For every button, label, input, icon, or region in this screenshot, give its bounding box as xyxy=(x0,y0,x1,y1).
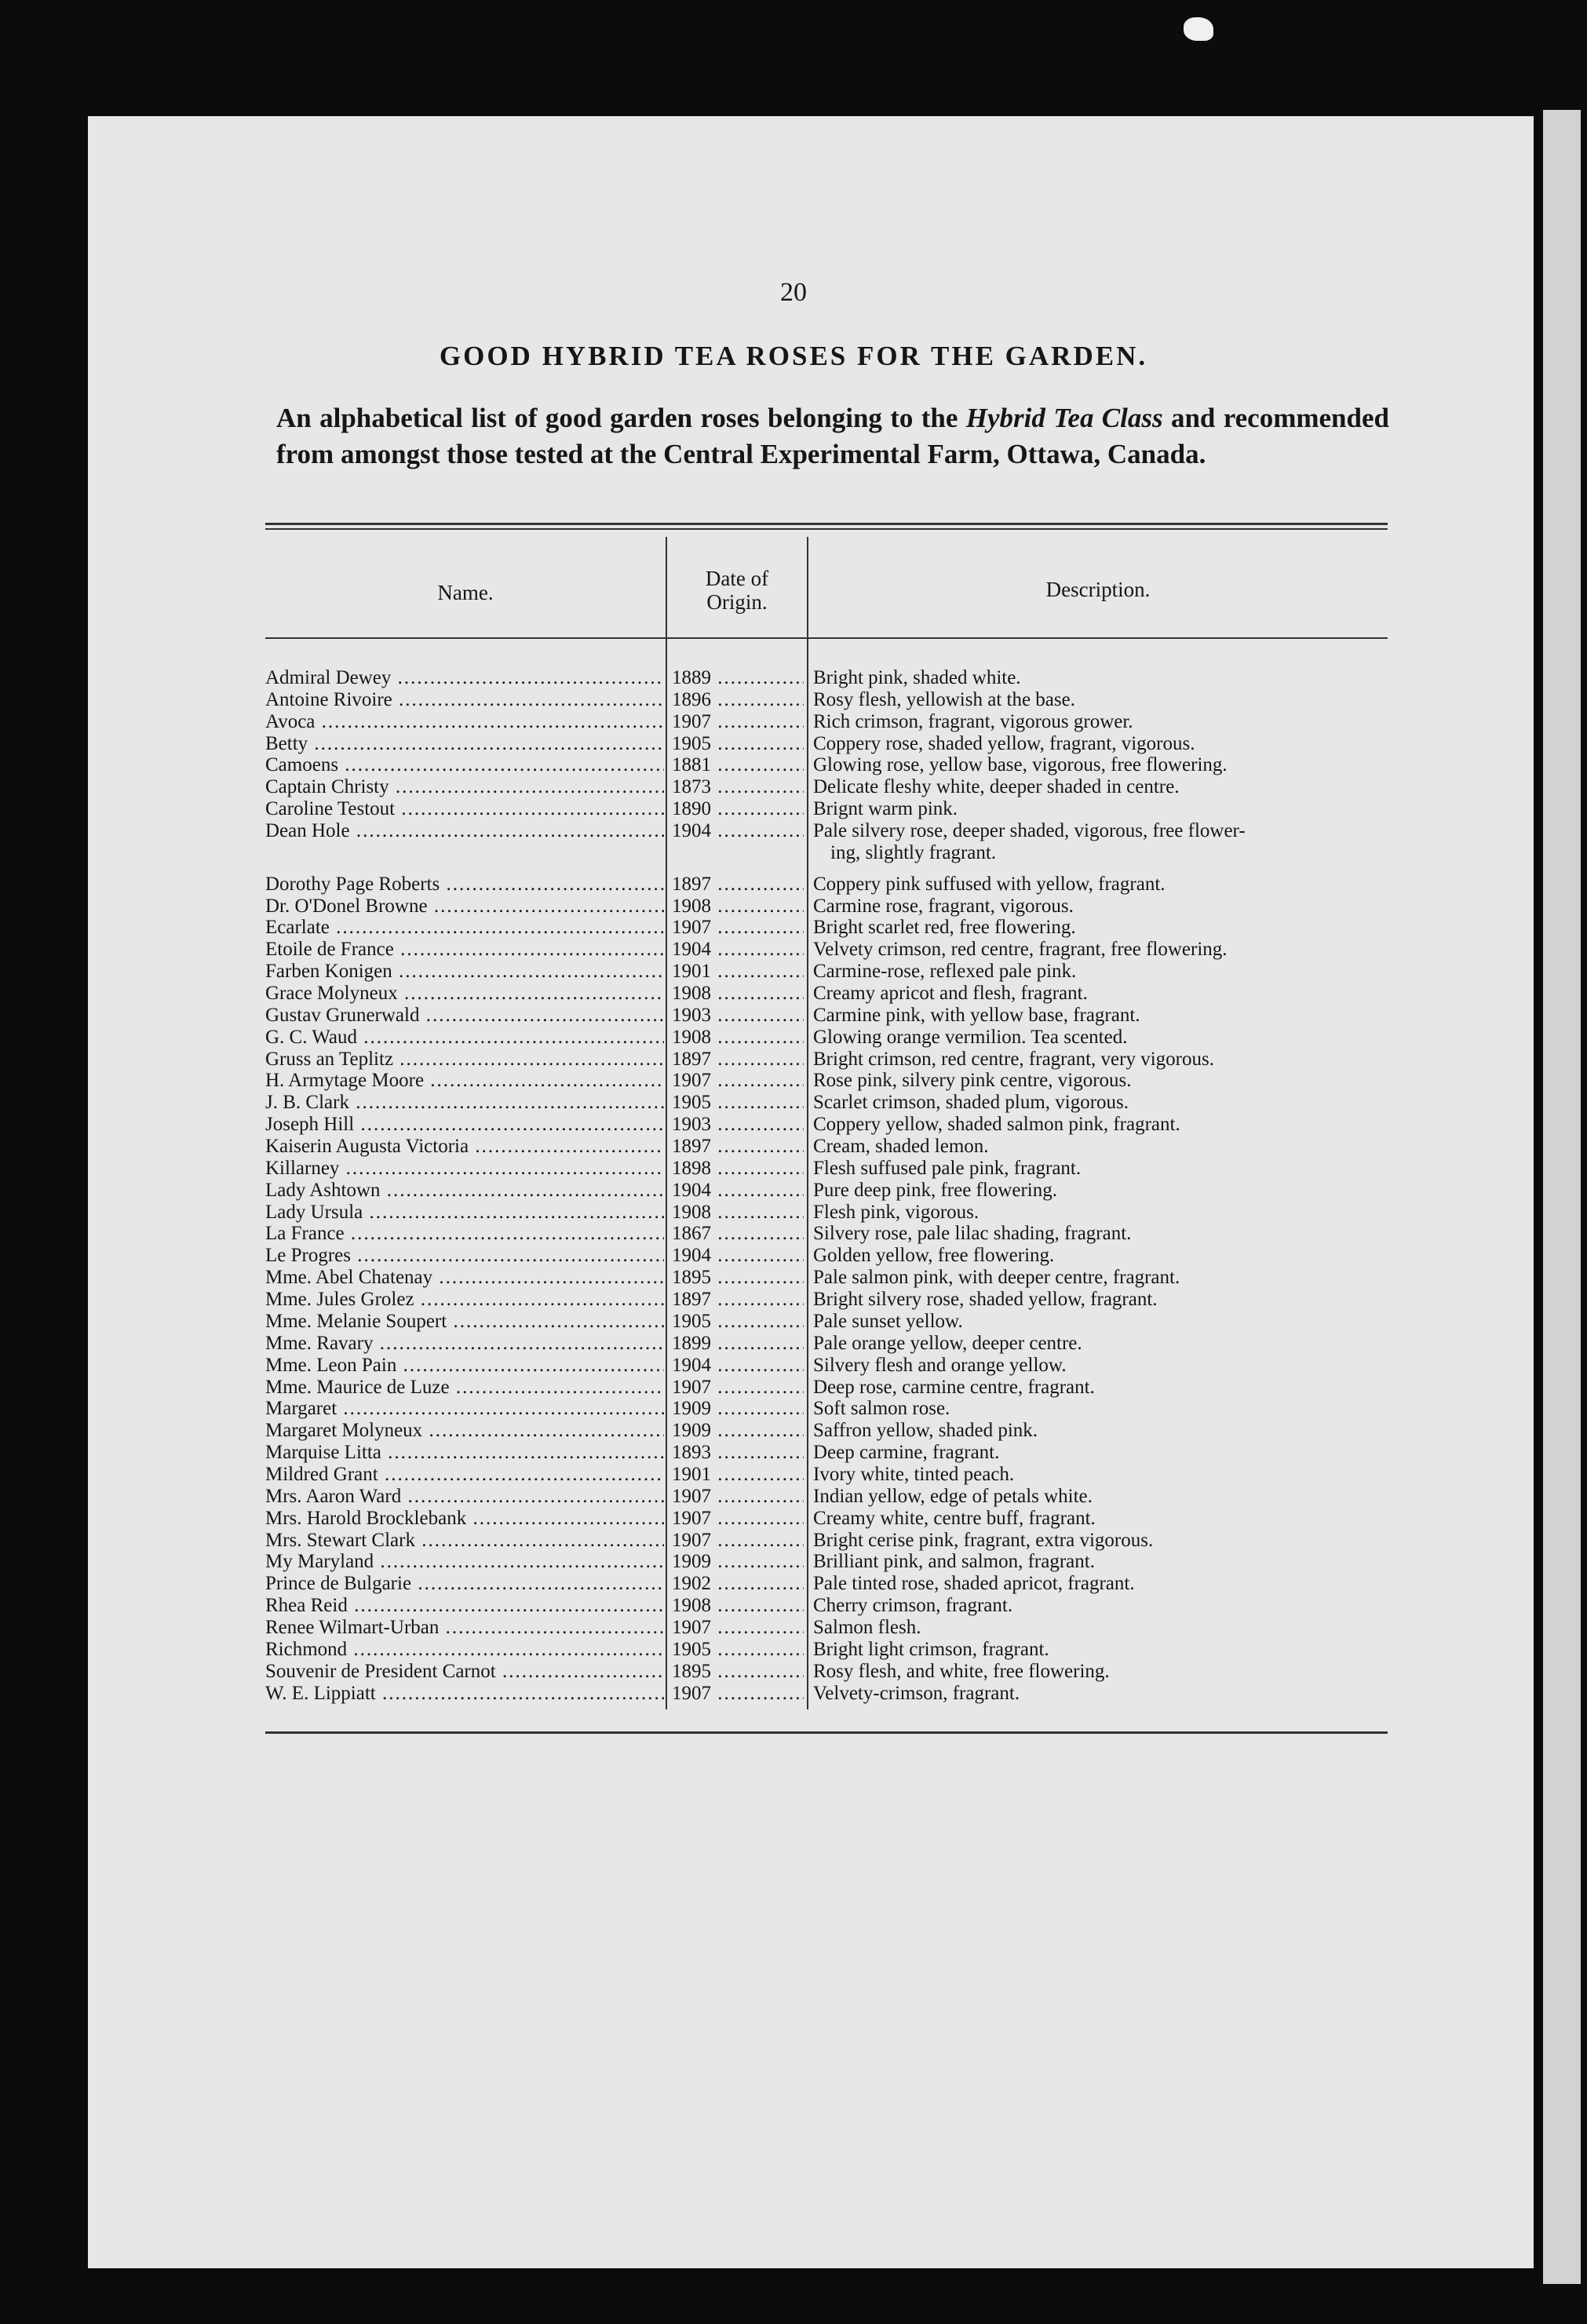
rose-description: Delicate fleshy white, deeper shaded in centre. xyxy=(813,776,1180,798)
origin-year: 1905 ..... xyxy=(672,1311,804,1333)
origin-year: 1867 ..... xyxy=(672,1223,804,1245)
table-row xyxy=(265,1508,1388,1530)
rose-name: Lady Ashtown ..... xyxy=(265,1180,664,1202)
origin-year: 1895 ..... xyxy=(672,1267,804,1289)
rose-description: Salmon flesh. xyxy=(813,1616,921,1638)
rose-description: Carmine-rose, reflexed pale pink. xyxy=(813,961,1077,983)
rose-name: Betty ..... xyxy=(265,733,664,755)
rose-description: Carmine rose, fragrant, vigorous. xyxy=(813,895,1074,917)
facing-page-edge xyxy=(1543,110,1581,2284)
origin-year: 1907 ..... xyxy=(672,1683,804,1705)
table-row xyxy=(265,1202,1388,1224)
rose-name: Etoile de France ..... xyxy=(265,939,664,961)
origin-year: 1893 ..... xyxy=(672,1442,804,1464)
origin-year: 1898 ..... xyxy=(672,1158,804,1180)
origin-year: 1905 ..... xyxy=(672,1639,804,1661)
table-row xyxy=(265,1333,1388,1355)
rose-description: Glowing rose, yellow base, vigorous, free flowering. xyxy=(813,754,1228,776)
table-row xyxy=(265,983,1388,1005)
table-row xyxy=(265,667,1388,689)
rose-name: Antoine Rivoire ..... xyxy=(265,689,664,711)
table-bottom-rule xyxy=(265,1731,1388,1734)
origin-year: 1896 ..... xyxy=(672,689,804,711)
table-top-rule xyxy=(265,523,1388,525)
table-row xyxy=(265,1223,1388,1245)
table-row xyxy=(265,961,1388,983)
origin-year: 1902 ..... xyxy=(672,1573,804,1595)
rose-name: J. B. Clark ..... xyxy=(265,1092,664,1114)
origin-year: 1901 ..... xyxy=(672,961,804,983)
rose-description: Pale orange yellow, deeper centre. xyxy=(813,1332,1082,1354)
rose-name: Dr. O'Donel Browne ..... xyxy=(265,896,664,918)
rose-name: Margaret Molyneux ..... xyxy=(265,1420,664,1442)
table-row xyxy=(265,1464,1388,1486)
scan-artifact xyxy=(1184,17,1213,41)
table-row xyxy=(265,1420,1388,1442)
rose-description: Saffron yellow, shaded pink. xyxy=(813,1420,1038,1442)
table-row-continuation xyxy=(265,842,1388,864)
intro-text-part2: and recommended from amongst those tested at the Central Experimental Farm, Ottawa, Canada. xyxy=(276,403,1389,469)
table-row xyxy=(265,689,1388,711)
table-row xyxy=(265,754,1388,776)
rose-description: Bright cerise pink, fragrant, extra vigorous. xyxy=(813,1529,1154,1551)
rose-name: Captain Christy ..... xyxy=(265,776,664,798)
rose-description: Flesh suffused pale pink, fragrant. xyxy=(813,1157,1082,1179)
rose-name: G. C. Waud ..... xyxy=(265,1027,664,1049)
origin-year: 1908 ..... xyxy=(672,1202,804,1224)
origin-year: 1904 ..... xyxy=(672,820,804,842)
origin-year: 1905 ..... xyxy=(672,733,804,755)
origin-year: 1907 ..... xyxy=(672,1530,804,1552)
rose-name: Grace Molyneux ..... xyxy=(265,983,664,1005)
table-row xyxy=(265,896,1388,918)
rose-description: Velvety crimson, red centre, fragrant, free flowering. xyxy=(813,939,1228,961)
rose-name: La France ..... xyxy=(265,1223,664,1245)
rose-name: My Maryland ..... xyxy=(265,1551,664,1573)
table-row xyxy=(265,1289,1388,1311)
rose-description: Creamy white, centre buff, fragrant. xyxy=(813,1507,1096,1529)
origin-year: 1904 ..... xyxy=(672,939,804,961)
rose-name: Mme. Abel Chatenay ..... xyxy=(265,1267,664,1289)
table-row xyxy=(265,874,1388,896)
header-name: Name. xyxy=(437,581,494,604)
rose-description: Pale silvery rose, deeper shaded, vigorous, free flower- xyxy=(813,820,1246,842)
rose-description: Bright crimson, red centre, fragrant, very vigorous. xyxy=(813,1048,1214,1070)
header-date-line2: Origin. xyxy=(706,590,768,614)
rose-description: Deep rose, carmine centre, fragrant. xyxy=(813,1376,1095,1398)
rose-description: Cream, shaded lemon. xyxy=(813,1136,989,1158)
table-row xyxy=(265,1683,1388,1705)
header-date-line1: Date of xyxy=(705,567,769,590)
table-row xyxy=(265,1245,1388,1267)
rose-name: Mrs. Harold Brocklebank ..... xyxy=(265,1508,664,1530)
rose-description: Ivory white, tinted peach. xyxy=(813,1463,1015,1485)
table-row xyxy=(265,1639,1388,1661)
table-row xyxy=(265,1530,1388,1552)
rose-name: Souvenir de President Carnot ..... xyxy=(265,1661,664,1683)
table-row xyxy=(265,1661,1388,1683)
table-row xyxy=(265,1311,1388,1333)
rose-description-continued: ing, slightly fragrant. xyxy=(830,841,997,863)
intro-paragraph xyxy=(276,400,1389,472)
rose-description: Scarlet crimson, shaded plum, vigorous. xyxy=(813,1092,1129,1114)
origin-year: 1908 ..... xyxy=(672,983,804,1005)
rose-name: Mme. Leon Pain ..... xyxy=(265,1355,664,1377)
rose-name: Le Progres ..... xyxy=(265,1245,664,1267)
origin-year: 1901 ..... xyxy=(672,1464,804,1486)
origin-year: 1904 ..... xyxy=(672,1180,804,1202)
origin-year: 1908 ..... xyxy=(672,1595,804,1617)
table-row xyxy=(265,1027,1388,1049)
header-date xyxy=(667,567,807,614)
table-row xyxy=(265,1377,1388,1399)
rose-description: Bright scarlet red, free flowering. xyxy=(813,917,1076,939)
table-row xyxy=(265,1070,1388,1092)
rose-description: Pale salmon pink, with deeper centre, fragrant. xyxy=(813,1267,1180,1289)
rose-description: Velvety-crimson, fragrant. xyxy=(813,1682,1020,1704)
rose-name: Margaret ..... xyxy=(265,1398,664,1420)
table-row xyxy=(265,1573,1388,1595)
rose-description: Flesh pink, vigorous. xyxy=(813,1201,980,1223)
rose-list xyxy=(265,667,1388,1704)
header-description: Description. xyxy=(1045,578,1151,601)
intro-class-name: Hybrid Tea Class xyxy=(965,403,1163,433)
rose-name: Richmond ..... xyxy=(265,1639,664,1661)
rose-description: Rosy flesh, and white, free flowering. xyxy=(813,1660,1110,1682)
origin-year: 1905 ..... xyxy=(672,1092,804,1114)
intro-text-part1: An alphabetical list of good garden roses belonging to the xyxy=(276,403,966,433)
table-row xyxy=(265,1267,1388,1289)
rose-description: Golden yellow, free flowering. xyxy=(813,1245,1055,1267)
origin-year: 1895 ..... xyxy=(672,1661,804,1683)
rose-description: Coppery rose, shaded yellow, fragrant, vigorous. xyxy=(813,732,1195,754)
rose-description: Pure deep pink, free flowering. xyxy=(813,1179,1057,1201)
page-number: 20 xyxy=(780,278,807,307)
rose-name: Caroline Testout ..... xyxy=(265,798,664,820)
rose-description: Silvery rose, pale lilac shading, fragrant. xyxy=(813,1223,1132,1245)
table-row xyxy=(265,711,1388,733)
rose-name: Avoca ..... xyxy=(265,711,664,733)
table-row xyxy=(265,917,1388,939)
table-top-rule-2 xyxy=(265,528,1388,530)
origin-year: 1907 ..... xyxy=(672,1070,804,1092)
table-row xyxy=(265,1442,1388,1464)
table-row xyxy=(265,1595,1388,1617)
table-header-rule xyxy=(265,637,1388,639)
origin-year: 1903 ..... xyxy=(672,1005,804,1027)
table-row xyxy=(265,798,1388,820)
origin-year: 1908 ..... xyxy=(672,1027,804,1049)
origin-year: 1907 ..... xyxy=(672,1486,804,1508)
rose-description: Silvery flesh and orange yellow. xyxy=(813,1354,1067,1376)
rose-description: Soft salmon rose. xyxy=(813,1398,950,1420)
table-row xyxy=(265,1092,1388,1114)
origin-year: 1903 ..... xyxy=(672,1114,804,1136)
rose-name: Dorothy Page Roberts ..... xyxy=(265,874,664,896)
rose-name: Farben Konigen ..... xyxy=(265,961,664,983)
table-row xyxy=(265,1049,1388,1071)
rose-description: Pale sunset yellow. xyxy=(813,1310,963,1332)
rose-description: Coppery yellow, shaded salmon pink, fragrant. xyxy=(813,1114,1180,1136)
origin-year: 1904 ..... xyxy=(672,1245,804,1267)
rose-description: Carmine pink, with yellow base, fragrant. xyxy=(813,1004,1140,1026)
rose-name: Gruss an Teplitz ..... xyxy=(265,1049,664,1071)
table-row xyxy=(265,1398,1388,1420)
rose-name: Renee Wilmart-Urban ..... xyxy=(265,1617,664,1639)
rose-name: Ecarlate ..... xyxy=(265,917,664,939)
origin-year: 1890 ..... xyxy=(672,798,804,820)
rose-description: Bright pink, shaded white. xyxy=(813,667,1021,688)
rose-description: Rosy flesh, yellowish at the base. xyxy=(813,688,1075,710)
rose-name: Kaiserin Augusta Victoria ..... xyxy=(265,1136,664,1158)
origin-year: 1907 ..... xyxy=(672,711,804,733)
table-row xyxy=(265,820,1388,842)
table-row xyxy=(265,1158,1388,1180)
rose-name: Dean Hole ..... xyxy=(265,820,664,842)
rose-description: Creamy apricot and flesh, fragrant. xyxy=(813,983,1088,1005)
origin-year: 1909 ..... xyxy=(672,1420,804,1442)
rose-description: Bright light crimson, fragrant. xyxy=(813,1638,1049,1660)
rose-name: Lady Ursula ..... xyxy=(265,1202,664,1224)
origin-year: 1909 ..... xyxy=(672,1551,804,1573)
origin-year: 1889 ..... xyxy=(672,667,804,689)
rose-name: Rhea Reid ..... xyxy=(265,1595,664,1617)
table-row xyxy=(265,1005,1388,1027)
table-row xyxy=(265,1355,1388,1377)
rose-description: Coppery pink suffused with yellow, fragrant. xyxy=(813,873,1166,895)
origin-year: 1881 ..... xyxy=(672,754,804,776)
origin-year: 1907 ..... xyxy=(672,917,804,939)
rose-description: Indian yellow, edge of petals white. xyxy=(813,1485,1093,1507)
table-row xyxy=(265,1114,1388,1136)
origin-year: 1897 ..... xyxy=(672,1136,804,1158)
origin-year: 1873 ..... xyxy=(672,776,804,798)
rose-name: Admiral Dewey ..... xyxy=(265,667,664,689)
rose-name: Joseph Hill ..... xyxy=(265,1114,664,1136)
table-row xyxy=(265,733,1388,755)
table-row xyxy=(265,1486,1388,1508)
rose-name: H. Armytage Moore ..... xyxy=(265,1070,664,1092)
rose-name: Mme. Maurice de Luze ..... xyxy=(265,1377,664,1399)
rose-name: Camoens ..... xyxy=(265,754,664,776)
origin-year: 1908 ..... xyxy=(672,896,804,918)
origin-year: 1897 ..... xyxy=(672,1049,804,1071)
table-row xyxy=(265,1180,1388,1202)
page-title: GOOD HYBRID TEA ROSES FOR THE GARDEN. xyxy=(439,341,1148,371)
rose-name: Mildred Grant ..... xyxy=(265,1464,664,1486)
rose-name: Gustav Grunerwald ..... xyxy=(265,1005,664,1027)
rose-description: Deep carmine, fragrant. xyxy=(813,1442,1000,1464)
table-row xyxy=(265,1136,1388,1158)
rose-name: Mrs. Aaron Ward ..... xyxy=(265,1486,664,1508)
rose-name: W. E. Lippiatt ..... xyxy=(265,1683,664,1705)
rose-name: Marquise Litta ..... xyxy=(265,1442,664,1464)
origin-year: 1907 ..... xyxy=(672,1377,804,1399)
rose-name: Prince de Bulgarie ..... xyxy=(265,1573,664,1595)
origin-year: 1897 ..... xyxy=(672,1289,804,1311)
table-row xyxy=(265,939,1388,961)
rose-description: Bright silvery rose, shaded yellow, fragrant. xyxy=(813,1289,1158,1311)
rose-description: Glowing orange vermilion. Tea scented. xyxy=(813,1026,1128,1048)
table-row xyxy=(265,1551,1388,1573)
table-row xyxy=(265,1617,1388,1639)
rose-name: Mme. Melanie Soupert ..... xyxy=(265,1311,664,1333)
rose-name: Killarney ..... xyxy=(265,1158,664,1180)
table-row xyxy=(265,776,1388,798)
rose-name: Mme. Jules Grolez ..... xyxy=(265,1289,664,1311)
origin-year: 1907 ..... xyxy=(672,1508,804,1530)
origin-year: 1904 ..... xyxy=(672,1355,804,1377)
rose-name: Mme. Ravary ..... xyxy=(265,1333,664,1355)
rose-description: Brilliant pink, and salmon, fragrant. xyxy=(813,1551,1095,1573)
rose-description: Brignt warm pink. xyxy=(813,798,958,820)
origin-year: 1909 ..... xyxy=(672,1398,804,1420)
origin-year: 1907 ..... xyxy=(672,1617,804,1639)
rose-name: Mrs. Stewart Clark ..... xyxy=(265,1530,664,1552)
rose-description: Pale tinted rose, shaded apricot, fragrant. xyxy=(813,1573,1135,1595)
rose-description: Rose pink, silvery pink centre, vigorous. xyxy=(813,1070,1132,1092)
origin-year: 1899 ..... xyxy=(672,1333,804,1355)
origin-year: 1897 ..... xyxy=(672,874,804,896)
rose-description: Cherry crimson, fragrant. xyxy=(813,1595,1013,1617)
rose-description: Rich crimson, fragrant, vigorous grower. xyxy=(813,710,1133,732)
